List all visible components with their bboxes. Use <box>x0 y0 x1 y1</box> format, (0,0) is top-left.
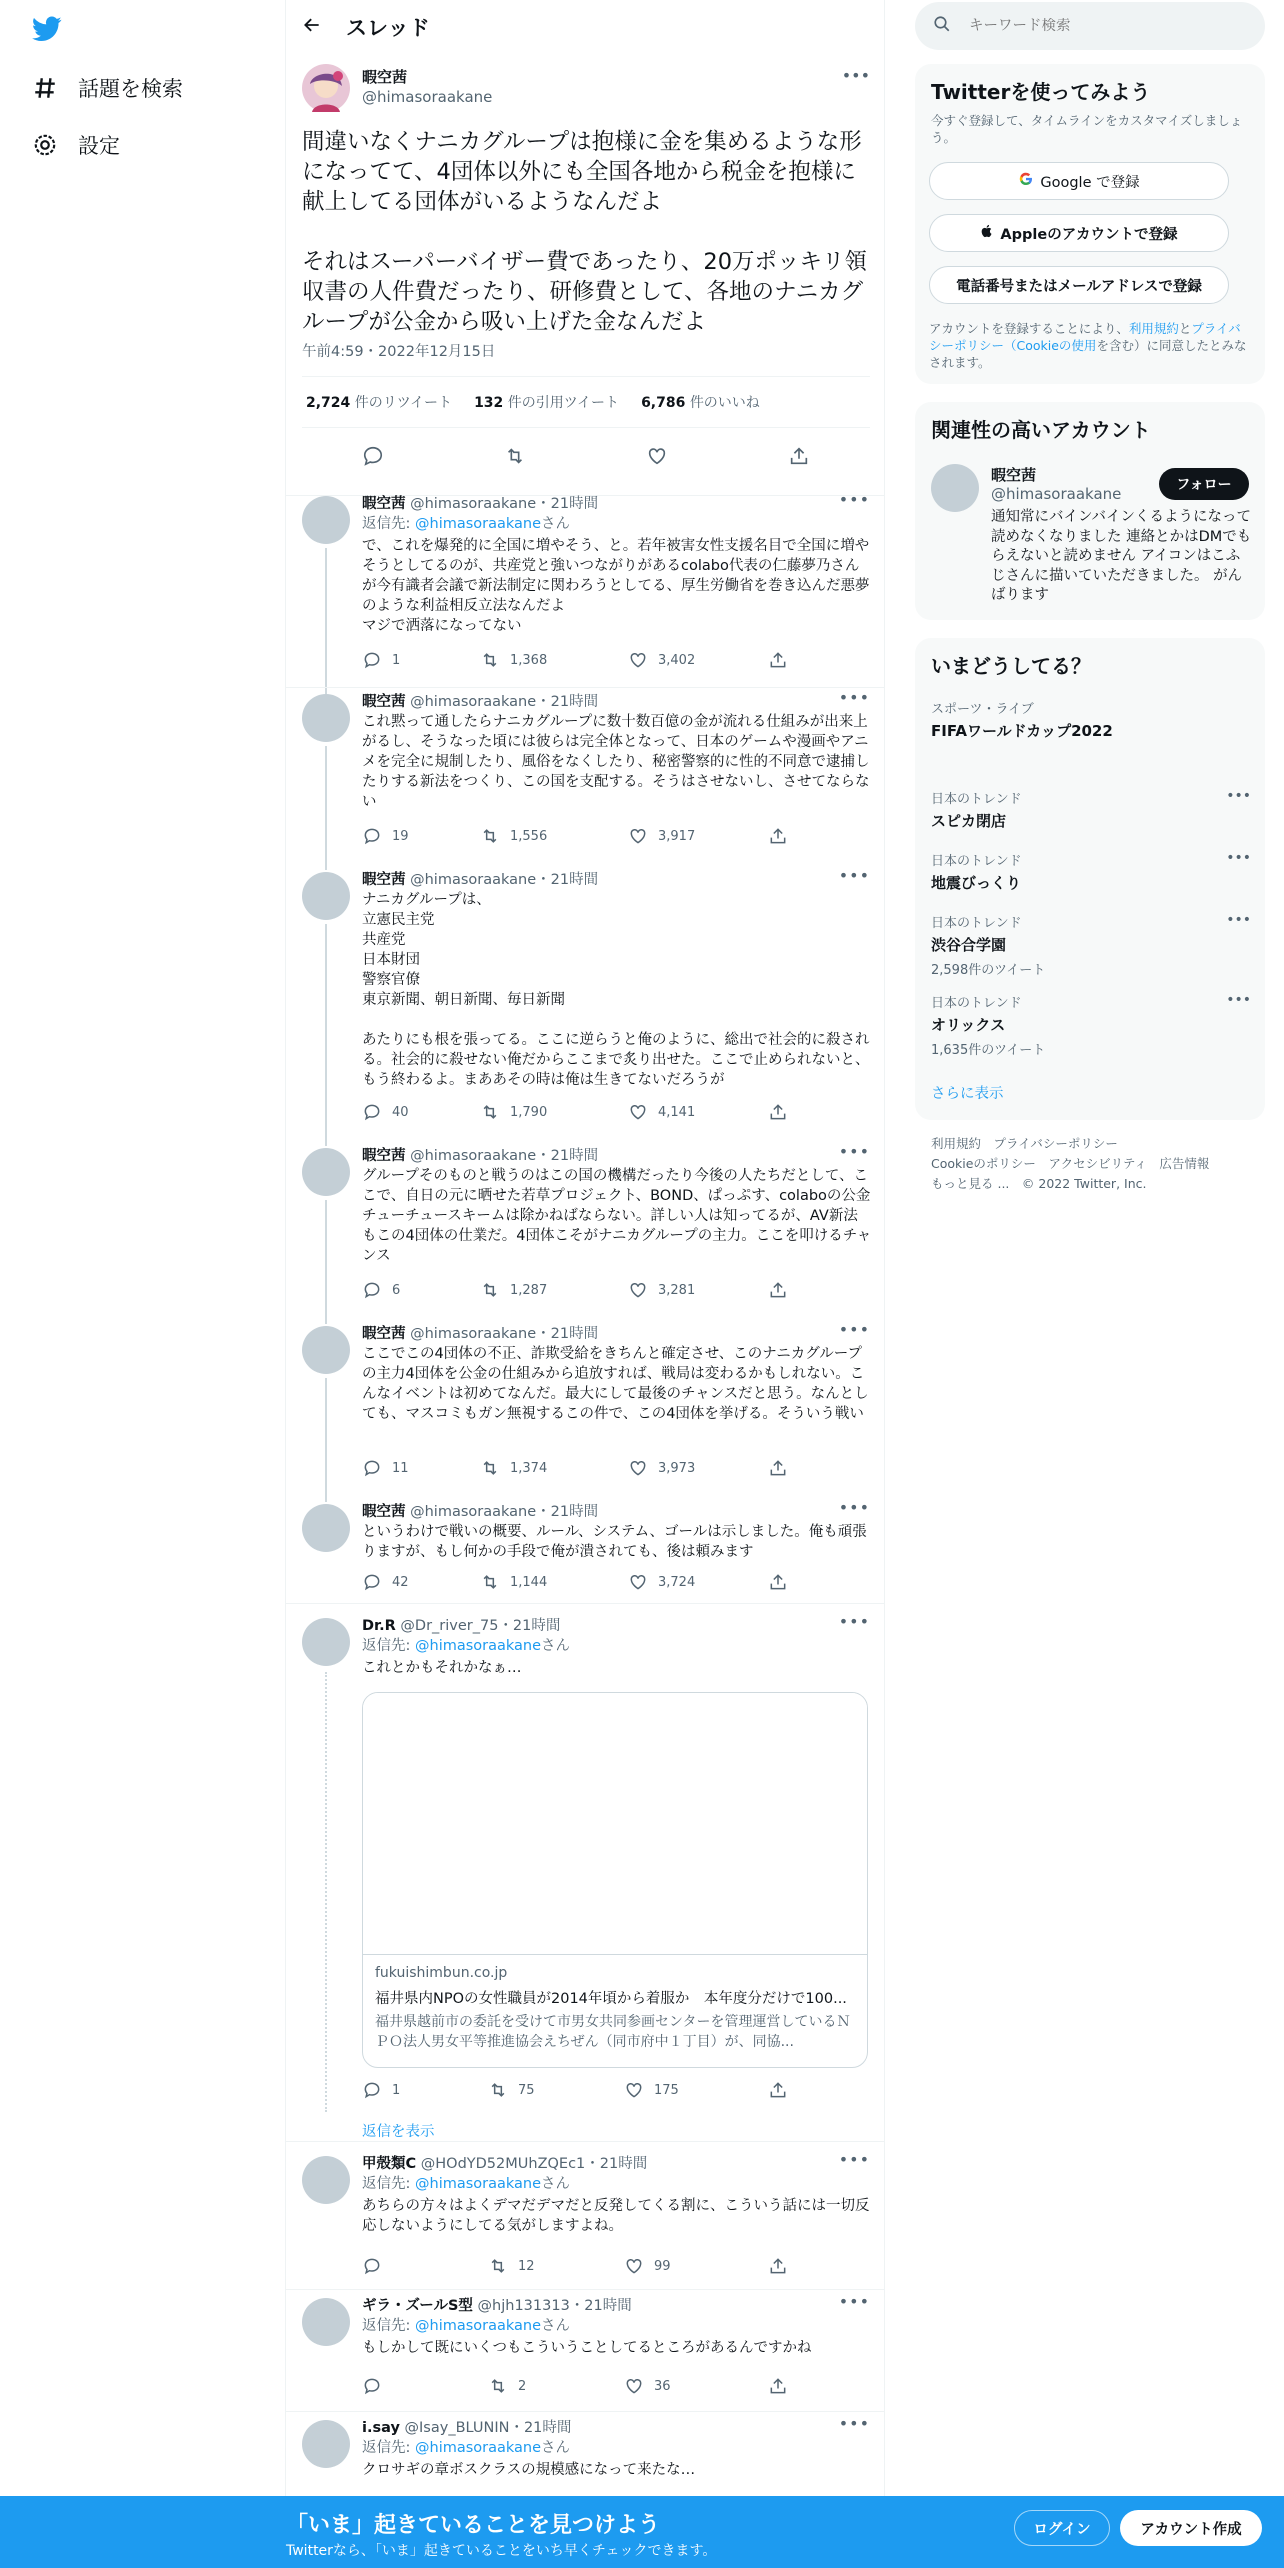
reply-actions <box>362 2256 798 2276</box>
mention-link[interactable]: @himasoraakane <box>415 2176 542 2192</box>
trend-item[interactable]: 日本のトレンド 渋谷合学園 2,598件のツイート ••• <box>931 912 1251 978</box>
reply-actions <box>362 1102 798 1122</box>
avatar[interactable] <box>302 64 350 112</box>
google-signup-button[interactable]: Google で登録 <box>929 162 1229 200</box>
share-icon[interactable] <box>768 1572 798 1592</box>
reply-author-name[interactable]: 甲殻類C <box>362 2156 417 2172</box>
reply-actions <box>362 1458 798 1478</box>
like-icon[interactable]: 99 <box>624 2256 768 2276</box>
replying-to: 返信先: @himasoraakaneさん <box>362 1638 571 1654</box>
nav-explore[interactable] <box>30 64 183 112</box>
reply-time[interactable]: ・21時間 <box>536 1326 599 1342</box>
hashtag-icon <box>30 73 60 103</box>
footer-more[interactable]: もっと見る ... <box>931 1176 1010 1191</box>
reply-author-handle[interactable]: @Dr_river_75 <box>400 1618 499 1634</box>
reply-author-handle[interactable]: @himasoraakane <box>410 1148 537 1164</box>
trend-item[interactable]: 日本のトレンド 地震びっくり ••• <box>931 850 1251 892</box>
reply-author-name[interactable]: 暇空茜 <box>362 694 406 710</box>
retweet-icon[interactable]: 75 <box>488 2080 624 2100</box>
main-column <box>285 0 885 2568</box>
retweet-icon[interactable]: 1,374 <box>480 1458 628 1478</box>
reply-tweet[interactable] <box>286 490 884 688</box>
reply-author-name[interactable]: 暇空茜 <box>362 1148 406 1164</box>
share-icon[interactable] <box>768 2080 798 2100</box>
related-accounts-card <box>915 402 1265 620</box>
search-input[interactable] <box>969 18 1249 34</box>
retweet-icon[interactable]: 1,790 <box>480 1102 628 1122</box>
more-options-icon[interactable]: ••• <box>838 866 870 885</box>
more-options-icon[interactable]: ••• <box>1226 850 1251 866</box>
reply-time[interactable]: ・21時間 <box>536 1148 599 1164</box>
retweet-icon[interactable]: 2 <box>488 2376 624 2396</box>
trend-item[interactable]: スポーツ・ライブ FIFAワールドカップ2022 <box>931 702 1113 740</box>
reply-tweet[interactable] <box>286 1320 884 1498</box>
link-card-domain: fukuishimbun.co.jp <box>375 1965 508 1981</box>
reply-author-handle[interactable]: @himasoraakane <box>410 694 537 710</box>
apple-signup-button[interactable]: Appleのアカウントで登録 <box>929 214 1229 252</box>
link-card-description: 福井県越前市の委託を受けて市男女共同参画センターを管理運営しているＮＰＯ法人男女平等推進協会えちぜん（同市府中１丁目）が、同協... <box>375 2014 851 2050</box>
reply-text: あちらの方々はよくデマだデマだと反発してくる割に、こういう話には一切反応しないようにしてる気がしますよね。 <box>362 2198 870 2234</box>
related-handle[interactable]: @himasoraakane <box>991 485 1122 503</box>
reply-text: で、これを爆発的に全国に増やそう、と。若年被害女性支援名目で全国に増やそうとしてるのが、共産党と強いつながりがあるcolabo代表の仁藤夢乃さんが今有識者会議で新法制定に関わろうとしてる、厚生労働省を巻き込んだ悪夢のような利益相反立法なんだよ マジで洒落になってない <box>362 538 870 634</box>
reply-icon[interactable]: 42 <box>362 1572 480 1592</box>
avatar[interactable] <box>302 1326 350 1374</box>
footer-terms[interactable]: 利用規約 <box>931 1136 982 1151</box>
reply-author-name[interactable]: Dr.R <box>362 1618 396 1634</box>
reply-text: これ黙って通したらナニカグループに数十数百億の金が流れる仕組みが出来上がるし、そうなった頃には彼らは完全体となって、日本のゲームや漫画やアニメを完全に規制したり、風俗をなくしたり、秘密警察的に性的不同意で逮捕したりする新法をつくり、この国を支配する。そうはさせないし、させてならない <box>362 714 870 810</box>
footer-links <box>931 1134 1251 1194</box>
reply-actions <box>362 1572 798 1592</box>
reply-time[interactable]: ・21時間 <box>498 1618 561 1634</box>
quotes-stat[interactable]: 132 件の引用ツイート <box>474 395 620 411</box>
bottom-bar-subtitle: Twitterなら、「いま」起きていることをいち早くチェックできます。 <box>286 2543 717 2559</box>
reply-tweet[interactable] <box>286 1498 884 1604</box>
reply-text: クロサギの章ボスクラスの規模感になって来たな… <box>362 2462 696 2478</box>
reply-author-name[interactable]: ギラ・ズールS型 <box>362 2298 473 2314</box>
replying-to: 返信先: @himasoraakaneさん <box>362 2440 571 2456</box>
retweets-stat[interactable]: 2,724 件のリツイート <box>306 395 453 411</box>
avatar[interactable] <box>931 464 979 512</box>
reply-text: ここでこの4団体の不正、詐欺受給をきちんと確定させ、このナニカグループの主力4団体を公金の仕組みから追放すれば、戦局は変わるかもしれない。こんなイベントは初めてなんだ。最大にして最後のチャンスだと思う。なんとしても、マスコミもガン無視するこの件で、この4団体を挙げる。そういう戦い <box>362 1346 869 1422</box>
avatar[interactable] <box>302 496 350 544</box>
share-icon[interactable] <box>768 1280 798 1300</box>
show-replies-link[interactable]: 返信を表示 <box>362 2124 435 2140</box>
tweet-stats <box>302 376 870 428</box>
like-icon[interactable]: 4,141 <box>628 1102 768 1122</box>
reply-icon[interactable] <box>362 445 384 471</box>
share-icon[interactable] <box>788 445 810 471</box>
signup-subtitle: 今すぐ登録して、タイムラインをカスタマイズしましょう。 <box>931 113 1243 145</box>
reply-author-name[interactable]: i.say <box>362 2420 400 2436</box>
footer-copyright: © 2022 Twitter, Inc. <box>1021 1176 1147 1191</box>
reply-time[interactable]: ・21時間 <box>536 1504 599 1520</box>
replying-to: 返信先: @himasoraakaneさん <box>362 516 571 532</box>
share-icon[interactable] <box>768 650 798 670</box>
nav-explore-label: 話題を検索 <box>78 77 183 101</box>
replying-to: 返信先: @himasoraakaneさん <box>362 2176 571 2192</box>
retweet-icon[interactable] <box>504 445 526 471</box>
privacy-link[interactable]: プライバシーポリシー（Cookieの使用 <box>929 321 1241 353</box>
reply-icon[interactable]: 19 <box>362 826 480 846</box>
share-icon[interactable] <box>768 826 798 846</box>
reply-author-name[interactable]: 暇空茜 <box>362 872 406 888</box>
signup-title: Twitterを使ってみよう <box>931 80 1151 104</box>
reply-author-name[interactable]: 暇空茜 <box>362 496 406 512</box>
replying-to: 返信先: @himasoraakaneさん <box>362 2318 571 2334</box>
link-card-image <box>363 1693 867 1955</box>
footer-cookie[interactable]: Cookieのポリシー <box>931 1156 1036 1171</box>
author-name[interactable]: 暇空茜 <box>362 68 408 86</box>
reply-text: というわけで戦いの概要、ルール、システム、ゴールは示しました。俺も頑張りますが、もし何かの手段で俺が潰されても、後は頼みます <box>362 1524 867 1560</box>
show-more-link[interactable]: さらに表示 <box>931 1086 1004 1102</box>
more-options-icon[interactable]: ••• <box>838 490 870 509</box>
reply-author-handle[interactable]: @himasoraakane <box>410 496 537 512</box>
related-name[interactable]: 暇空茜 <box>991 466 1037 484</box>
like-icon[interactable]: 36 <box>624 2376 768 2396</box>
trend-item[interactable]: 日本のトレンド オリックス 1,635件のツイート ••• <box>931 992 1251 1058</box>
reply-tweet[interactable] <box>286 2414 884 2504</box>
reply-actions <box>362 650 798 670</box>
back-arrow-icon[interactable] <box>302 15 322 39</box>
reply-icon[interactable]: 11 <box>362 1458 480 1478</box>
tweet-action-bar <box>302 432 870 484</box>
apple-icon <box>980 223 994 243</box>
reply-icon[interactable]: 1 <box>362 650 480 670</box>
avatar[interactable] <box>302 694 350 742</box>
more-options-icon[interactable]: ••• <box>841 66 870 85</box>
reply-time[interactable]: ・21時間 <box>569 2298 632 2314</box>
mention-link[interactable]: @himasoraakane <box>415 2318 542 2334</box>
google-icon <box>1018 171 1034 191</box>
more-options-icon[interactable]: ••• <box>838 2292 870 2311</box>
reply-author-handle[interactable]: @hjh131313 <box>477 2298 570 2314</box>
more-options-icon[interactable]: ••• <box>1226 912 1251 928</box>
reply-text: もしかして既にいくつもこういうことしてるところがあるんですかね <box>362 2340 812 2356</box>
reply-author-handle[interactable]: @himasoraakane <box>410 872 537 888</box>
reply-icon[interactable]: 40 <box>362 1102 480 1122</box>
terms-link[interactable]: 利用規約 <box>1128 321 1179 336</box>
reply-tweet[interactable] <box>286 866 884 1142</box>
mention-link[interactable]: @himasoraakane <box>415 516 542 532</box>
retweet-icon[interactable]: 1,144 <box>480 1572 628 1592</box>
thread-header <box>286 0 886 53</box>
reply-tweet[interactable] <box>286 1142 884 1320</box>
login-button[interactable]: ログイン <box>1014 2510 1110 2546</box>
reply-tweet[interactable] <box>286 688 884 866</box>
share-icon[interactable] <box>768 2376 798 2396</box>
follow-button[interactable]: フォロー <box>1159 468 1249 500</box>
footer-privacy[interactable]: プライバシーポリシー <box>993 1136 1118 1151</box>
tweet-timestamp[interactable]: 午前4:59・2022年12月15日 <box>302 344 496 360</box>
reply-author-name[interactable]: 暇空茜 <box>362 1504 406 1520</box>
gear-icon <box>30 130 60 160</box>
page-title: スレッド <box>346 15 430 40</box>
signup-button[interactable]: アカウント作成 <box>1120 2510 1262 2546</box>
avatar[interactable] <box>302 2298 350 2346</box>
more-options-icon[interactable]: ••• <box>838 688 870 707</box>
link-card[interactable] <box>362 1692 868 2068</box>
retweet-icon[interactable]: 1,287 <box>480 1280 628 1300</box>
reply-actions <box>362 1280 798 1300</box>
more-options-icon[interactable]: ••• <box>1226 788 1251 804</box>
phone-email-signup-button[interactable]: 電話番号またはメールアドレスで登録 <box>929 266 1229 304</box>
signup-card <box>915 64 1265 384</box>
reply-actions <box>362 2376 798 2396</box>
search-box[interactable] <box>915 2 1265 50</box>
tweet-text: 間違いなくナニカグループは抱様に金を集めるような形になってて、4団体以外にも全国各地から税金を抱様に献上してる団体がいるようなんだよ それはスーパーバイザー費であったり、20万ポッキリ領収書の人件費だったり、研修費として、各地のナニカグループが公金から吸い上げた金なんだよ <box>302 129 868 335</box>
reply-tweet[interactable] <box>286 1612 884 2142</box>
like-icon[interactable]: 3,973 <box>628 1458 768 1478</box>
trend-item[interactable]: 日本のトレンド スピカ閉店 ••• <box>931 788 1251 830</box>
like-icon[interactable]: 175 <box>624 2080 768 2100</box>
more-options-icon[interactable]: ••• <box>838 1142 870 1161</box>
more-options-icon[interactable]: ••• <box>838 2150 870 2169</box>
footer-ads[interactable]: 広告情報 <box>1159 1156 1210 1171</box>
footer-accessibility[interactable]: アクセシビリティ <box>1048 1156 1147 1171</box>
likes-stat[interactable]: 6,786 件のいいね <box>641 395 760 411</box>
bottom-bar-title: 「いま」起きていることを見つけよう <box>286 2513 661 2538</box>
reply-author-handle[interactable]: @himasoraakane <box>410 1326 537 1342</box>
avatar[interactable] <box>302 2420 350 2468</box>
more-options-icon[interactable]: ••• <box>838 1612 870 1631</box>
related-title: 関連性の高いアカウント <box>931 418 1151 442</box>
reply-author-handle[interactable]: @himasoraakane <box>410 1504 537 1520</box>
search-icon <box>933 15 951 37</box>
retweet-icon[interactable]: 1,368 <box>480 650 628 670</box>
reply-text: グループそのものと戦うのはこの国の機構だったり今後の人たちだとして、ここで、自日の元に晒せた若草プロジェクト、BOND、ぱっぷす、colaboの公金チューチュースキームは除かねばならない。詳しい人は知ってるが、AV新法もこの4団体の仕業だ。4団体こそがナニカグループの主力。ここを叩けるチャンス <box>362 1168 872 1264</box>
reply-icon[interactable]: 1 <box>362 2080 488 2100</box>
reply-time[interactable]: ・21時間 <box>536 872 599 888</box>
share-icon[interactable] <box>768 1102 798 1122</box>
reply-actions <box>362 2080 798 2100</box>
avatar[interactable] <box>302 1148 350 1196</box>
mention-link[interactable]: @himasoraakane <box>415 1638 542 1654</box>
retweet-icon[interactable]: 12 <box>488 2256 624 2276</box>
twitter-logo-icon[interactable] <box>30 14 64 44</box>
terms-text: アカウントを登録することにより、利用規約とプライバシーポリシー（Cookieの使用を含む）に同意したとみなされます。 <box>929 321 1247 370</box>
like-icon[interactable]: 3,724 <box>628 1572 768 1592</box>
reply-time[interactable]: ・21時間 <box>585 2156 648 2172</box>
reply-time[interactable]: ・21時間 <box>536 694 599 710</box>
reply-tweet[interactable] <box>286 2292 884 2412</box>
avatar[interactable] <box>302 1618 350 1666</box>
like-icon[interactable]: 3,917 <box>628 826 768 846</box>
share-icon[interactable] <box>768 1458 798 1478</box>
avatar[interactable] <box>302 1504 350 1552</box>
reply-tweet[interactable] <box>286 2150 884 2290</box>
reply-author-handle[interactable]: @Isay_BLUNIN <box>404 2420 510 2436</box>
reply-actions <box>362 826 798 846</box>
nav-settings[interactable] <box>30 121 120 169</box>
trends-title: いまどうしてる？ <box>931 654 1091 678</box>
more-options-icon[interactable]: ••• <box>1226 992 1251 1008</box>
retweet-icon[interactable]: 1,556 <box>480 826 628 846</box>
reply-author-handle[interactable]: @HOdYD52MUhZQEc1 <box>420 2156 586 2172</box>
avatar[interactable] <box>302 2156 350 2204</box>
reply-icon[interactable] <box>362 2256 488 2276</box>
like-icon[interactable]: 3,281 <box>628 1280 768 1300</box>
reply-icon[interactable] <box>362 2376 488 2396</box>
link-card-title: 福井県内NPOの女性職員が2014年頃から着服か 本年度分だけで100... <box>375 1991 847 2007</box>
reply-time[interactable]: ・21時間 <box>509 2420 572 2436</box>
share-icon[interactable] <box>768 2256 798 2276</box>
like-icon[interactable]: 3,402 <box>628 650 768 670</box>
reply-icon[interactable]: 6 <box>362 1280 480 1300</box>
more-options-icon[interactable]: ••• <box>838 2414 870 2433</box>
reply-author-name[interactable]: 暇空茜 <box>362 1326 406 1342</box>
mention-link[interactable]: @himasoraakane <box>415 2440 542 2456</box>
bottom-signup-bar <box>0 2496 1284 2568</box>
reply-text: これとかもそれかなぁ… <box>362 1660 522 1676</box>
reply-time[interactable]: ・21時間 <box>536 496 599 512</box>
reply-text: ナニカグループは、 立憲民主党 共産党 日本財団 警察官僚 東京新聞、朝日新聞、毎日新聞 あたりにも根を張ってる。ここに逆らうと俺のように、総出で社会的に殺される。社会的に殺せない俺だからここまで炙り出せた。ここで止められないと、もう終わるよ。まああその時は俺は生きてないだろうが <box>362 892 870 1088</box>
trends-card <box>915 638 1265 1120</box>
avatar[interactable] <box>302 872 350 920</box>
nav-settings-label: 設定 <box>78 134 120 158</box>
more-options-icon[interactable]: ••• <box>838 1320 870 1339</box>
related-bio: 通知常にバインバインくるようになって読めなくなりました 連絡とかはDMでもらえないと読めません アイコンはこふじさんに描いていただきました。 がんばります <box>991 509 1252 603</box>
like-icon[interactable] <box>646 445 668 471</box>
author-handle[interactable]: @himasoraakane <box>362 88 493 106</box>
more-options-icon[interactable]: ••• <box>838 1498 870 1517</box>
